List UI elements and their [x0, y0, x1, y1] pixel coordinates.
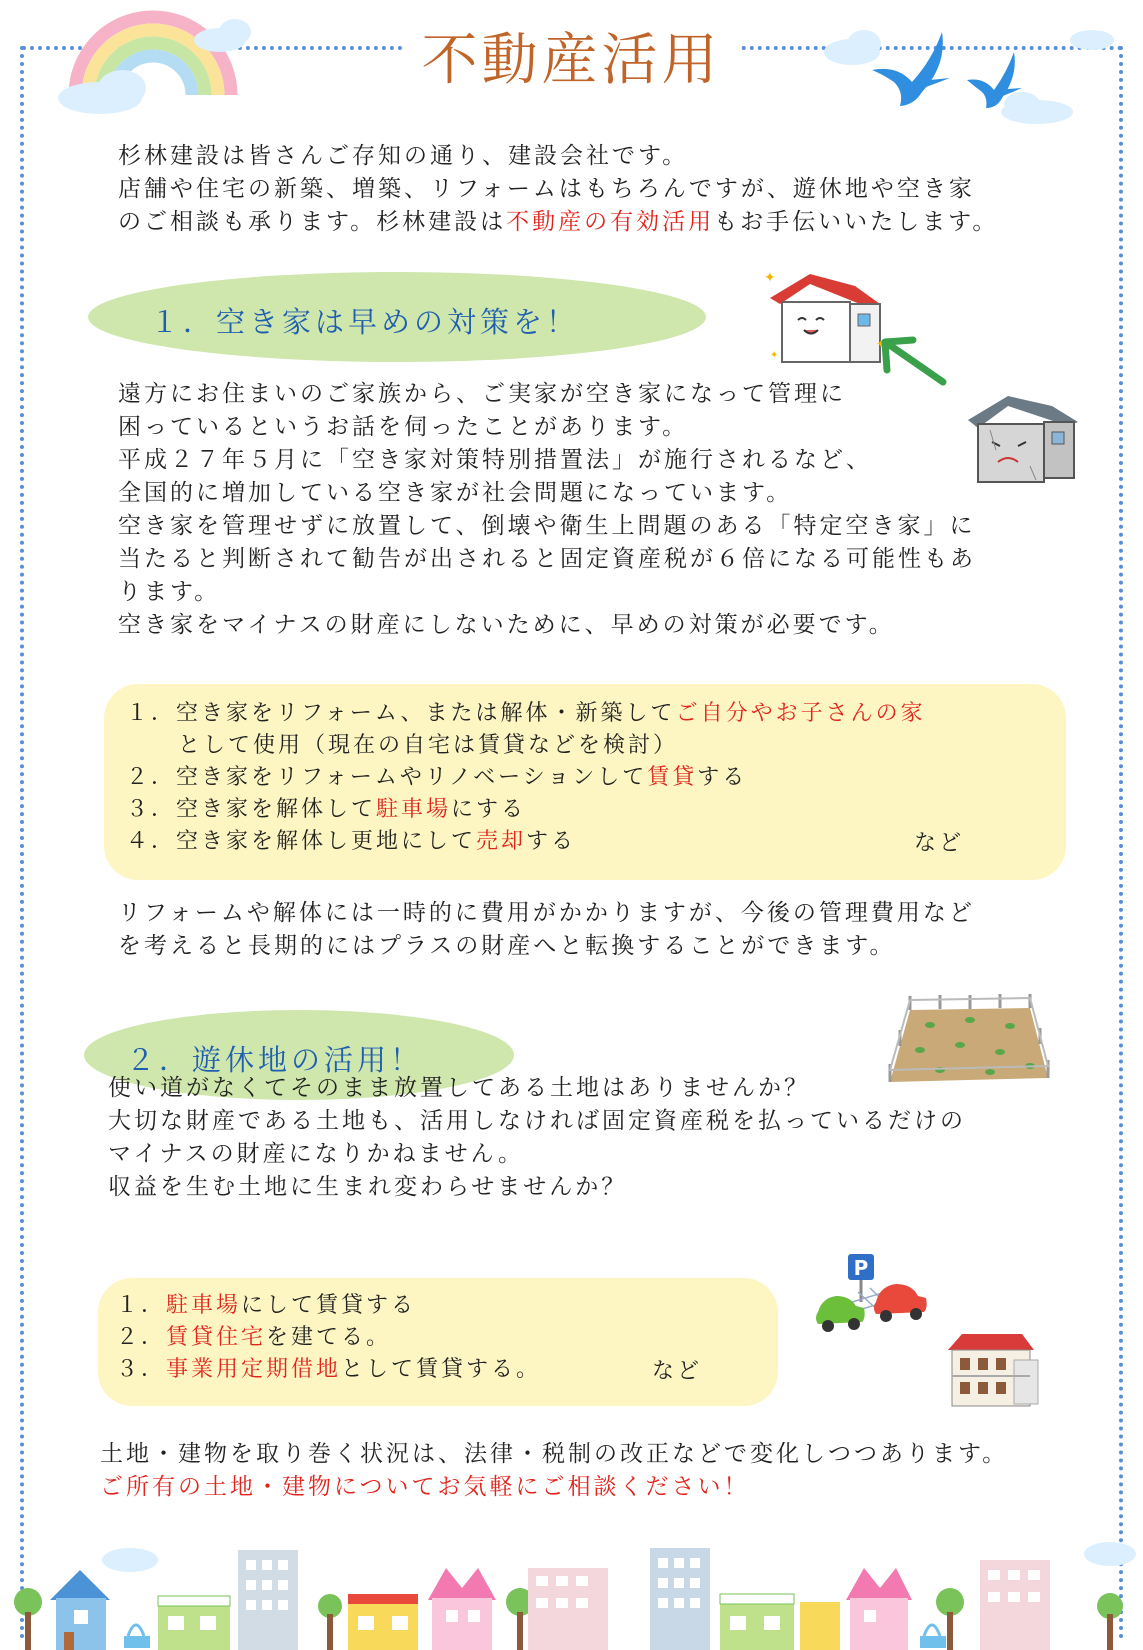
parking-lot-icon [812, 1250, 937, 1340]
option-item [126, 826, 926, 858]
option-number: ２． [116, 1325, 167, 1350]
section1-paragraph [118, 378, 976, 642]
intro-text-part: もお手伝いいたします。 [714, 209, 999, 235]
section2-heading: ２．遊休地の活用！ [126, 1043, 424, 1077]
footer-call-to-action: ご所有の土地・建物についてお気軽にご相談ください！ [100, 1474, 750, 1500]
sad-house-icon [960, 390, 1085, 490]
option-text: として賃貸する。 [341, 1357, 542, 1382]
section2-options-box [98, 1278, 778, 1406]
footer-text [100, 1438, 1008, 1504]
townscape-icon [0, 1540, 1143, 1650]
svg-text:✦: ✦ [764, 270, 776, 286]
paragraph-line: 平成２７年５月に「空き家対策特別措置法」が施行されるなど、 [118, 447, 872, 473]
paragraph-line: 空き家をマイナスの財産にしないために、早めの対策が必要です。 [118, 612, 895, 638]
paragraph-line: マイナスの財産になりかねません。 [108, 1141, 524, 1167]
happy-house-icon [760, 268, 890, 368]
paragraph-line: 遠方にお住まいのご家族から、ご実家が空き家になって管理に [118, 381, 846, 407]
border-right [1119, 46, 1123, 1640]
section2-paragraph [108, 1072, 966, 1204]
border-left [20, 46, 24, 1640]
emphasis-text: 事業用定期借地 [166, 1357, 342, 1382]
paragraph-line: 全国的に増加している空き家が社会問題になっています。 [118, 480, 793, 506]
paragraph-line: ります。 [118, 579, 221, 605]
emphasis-text: 賃貸住宅 [166, 1325, 267, 1350]
apartment-icon [942, 1330, 1042, 1410]
option-number: １． [116, 1293, 167, 1318]
etc-label: など [652, 1359, 703, 1384]
intro-line [118, 206, 998, 239]
page-title: 不動産活用 [0, 16, 1143, 96]
option-text: にする [451, 797, 527, 822]
option-item [126, 794, 926, 826]
paragraph-line: を考えると長期的にはプラスの財産へと転換することができます。 [118, 933, 896, 959]
intro-text [118, 140, 998, 239]
option-text: ３．空き家を解体して [126, 797, 377, 822]
intro-line: 店舗や住宅の新築、増築、リフォームはもちろんですが、遊休地や空き家 [118, 176, 975, 202]
svg-text:✦: ✦ [876, 337, 887, 351]
option-number: ３． [116, 1357, 167, 1382]
emphasis-text: 駐車場 [166, 1293, 242, 1318]
paragraph-line: 当たると判断されて勧告が出されると固定資産税が６倍になる可能性もあ [118, 546, 976, 572]
option-text: にして賃貸する [241, 1293, 417, 1318]
paragraph-line: 空き家を管理せずに放置して、倒壊や衛生上問題のある「特定空き家」に [118, 513, 976, 539]
emphasis-text: 売却 [476, 829, 527, 854]
emphasis-text: 駐車場 [376, 797, 452, 822]
intro-line: 杉林建設は皆さんご存知の通り、建設会社です。 [118, 143, 689, 169]
emphasis-text: 不動産の有効活用 [506, 209, 715, 235]
paragraph-line: リフォームや解体には一時的に費用がかかりますが、今後の管理費用など [118, 900, 975, 926]
emphasis-text: ご自分やお子さんの家 [675, 701, 926, 726]
paragraph-line: 困っているというお話を伺ったことがあります。 [118, 414, 689, 440]
emphasis-text: 賃貸 [647, 765, 698, 790]
option-item [126, 698, 926, 730]
option-text: ２．空き家をリフォームやリノベーションして [126, 765, 648, 790]
footer-line: 土地・建物を取り巻く状況は、法律・税制の改正などで変化しつつあります。 [100, 1441, 1009, 1467]
paragraph-line: 収益を生む土地に生まれ変わらせませんか？ [108, 1174, 628, 1200]
section1-heading: １．空き家は早めの対策を！ [150, 305, 580, 339]
option-text: １．空き家をリフォーム、または解体・新築して [126, 701, 676, 726]
bird-icon [822, 20, 1122, 130]
etc-label: など [914, 831, 965, 856]
option-text: ４．空き家を解体し更地にして [126, 829, 477, 854]
option-item [116, 1354, 541, 1386]
intro-text-part: のご相談も承ります。杉林建設は [118, 209, 507, 235]
option-item-continued: として使用（現在の自宅は賃貸などを検討） [178, 733, 679, 758]
paragraph-line: 大切な財産である土地も、活用しなければ固定資産税を払っているだけの [108, 1108, 966, 1134]
section1-options-box [104, 684, 1066, 880]
option-text: する [526, 829, 577, 854]
option-item [116, 1322, 541, 1354]
section1-closing [118, 897, 975, 963]
option-text: を建てる。 [266, 1325, 392, 1350]
paragraph-line: 使い道がなくてそのまま放置してある土地はありませんか？ [108, 1075, 810, 1101]
svg-text:✦: ✦ [770, 350, 779, 361]
option-item [126, 762, 926, 794]
parking-sign-label: P [853, 1256, 869, 1280]
option-text: する [697, 765, 748, 790]
option-item [116, 1290, 541, 1322]
